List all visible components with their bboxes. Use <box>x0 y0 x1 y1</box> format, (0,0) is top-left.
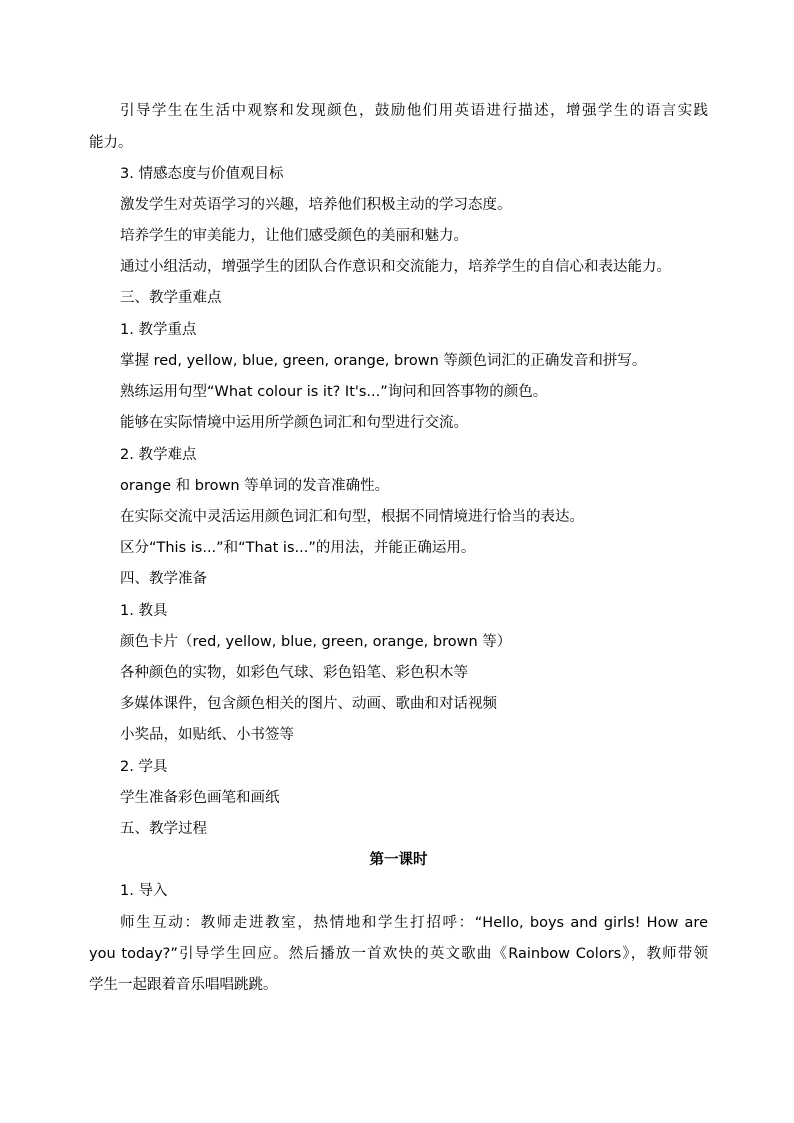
paragraph-line: 在实际交流中灵活运用颜色词汇和句型，根据不同情境进行恰当的表达。 <box>120 509 584 525</box>
paragraph-line: 培养学生的审美能力，让他们感受颜色的美丽和魅力。 <box>120 228 468 244</box>
paragraph-line: 师生互动：教师走进教室，热情地和学生打招呼：“Hello, boys and girls! How are <box>120 915 708 931</box>
section-heading: 五、教学过程 <box>120 821 207 837</box>
subheading: 1. 导入 <box>120 883 168 899</box>
paragraph-line: 掌握 red, yellow, blue, green, orange, brown 等颜色词汇的正确发音和拼写。 <box>120 353 647 369</box>
subheading: 2. 学具 <box>120 759 168 775</box>
paragraph-line: 颜色卡片（red, yellow, blue, green, orange, brown 等） <box>120 634 512 650</box>
paragraph-line: 引导学生在生活中观察和发现颜色，鼓励他们用英语进行描述，增强学生的语言实践 <box>120 103 708 119</box>
paragraph-line: 能力。 <box>89 135 133 151</box>
section-heading: 四、教学准备 <box>120 571 207 587</box>
paragraph-line: 熟练运用句型“What colour is it? It's...”询问和回答事物的颜色。 <box>120 384 548 400</box>
paragraph-line: 能够在实际情境中运用所学颜色词汇和句型进行交流。 <box>120 415 468 431</box>
subheading: 3. 情感态度与价值观目标 <box>120 166 284 182</box>
lesson-title: 第一课时 <box>369 852 428 868</box>
paragraph-line: 各种颜色的实物，如彩色气球、彩色铅笔、彩色积木等 <box>120 665 468 681</box>
subheading: 1. 教学重点 <box>120 322 197 338</box>
paragraph-line: 激发学生对英语学习的兴趣，培养他们积极主动的学习态度。 <box>120 197 512 213</box>
paragraph-line: 通过小组活动，增强学生的团队合作意识和交流能力，培养学生的自信心和表达能力。 <box>120 259 671 275</box>
paragraph-line: 学生准备彩色画笔和画纸 <box>120 790 280 806</box>
paragraph-line: 小奖品，如贴纸、小书签等 <box>120 727 294 743</box>
paragraph-line: 学生一起跟着音乐唱唱跳跳。 <box>89 977 278 993</box>
paragraph-line: 多媒体课件，包含颜色相关的图片、动画、歌曲和对话视频 <box>120 696 497 712</box>
section-heading: 三、教学重难点 <box>120 290 222 306</box>
paragraph-line: you today?”引导学生回应。然后播放一首欢快的英文歌曲《Rainbow Colors》，教师带领 <box>89 946 708 962</box>
paragraph-line: 区分“This is...”和“That is...”的用法，并能正确运用。 <box>120 540 476 556</box>
subheading: 2. 教学难点 <box>120 447 197 463</box>
paragraph-line: orange 和 brown 等单词的发音准确性。 <box>120 478 390 494</box>
subheading: 1. 教具 <box>120 603 168 619</box>
